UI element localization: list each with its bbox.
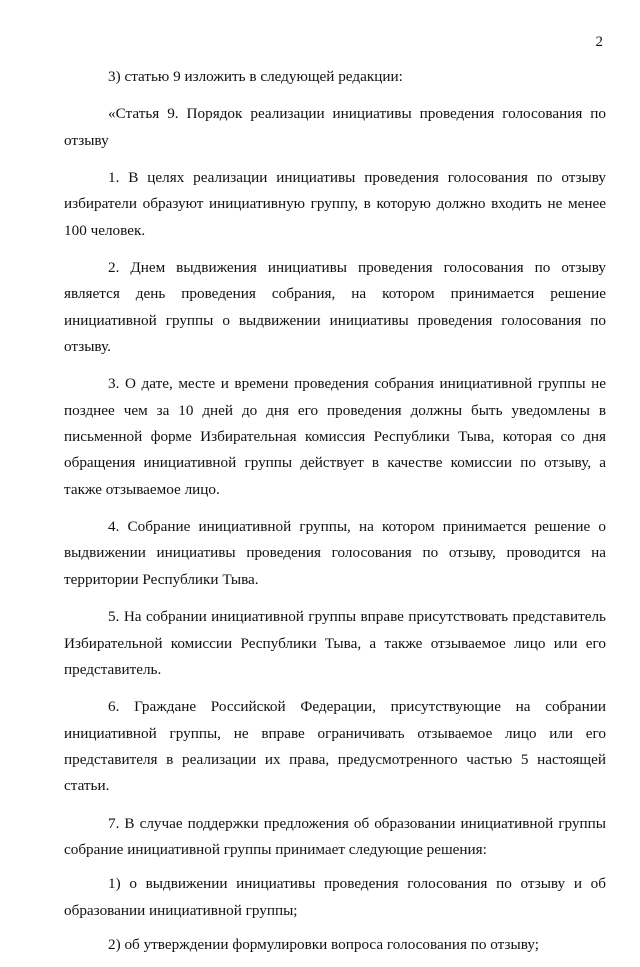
- article-heading: «Статья 9. Порядок реализации инициативы проведения голосования по отзыву: [64, 105, 606, 149]
- paragraph-7: 7. В случае поддержки предложения об образовании инициативной группы собрание инициативной группы принимает следующие решения:: [64, 814, 606, 858]
- amendment-intro: 3) статью 9 изложить в следующей редакции:: [108, 68, 403, 85]
- paragraph-3: 3. О дате, месте и времени проведения собрания инициативной группы не позднее чем за 10 дней до дня его проведения должны быть уведомлены в письменной форме Избирательная комиссия Республики Тыва, которая со дня обращения инициативной группы действует в качестве комиссии по отзыву, а также отзываемое лицо.: [64, 375, 606, 498]
- paragraph-2: 2. Днем выдвижения инициативы проведения голосования по отзыву является день проведения собрания, на котором принимается решение инициативной группы о выдвижении инициативы проведения голосования по отзыву.: [64, 258, 606, 356]
- paragraph-6: 6. Граждане Российской Федерации, присутствующие на собрании инициативной группы, не вправе ограничивать отзываемое лицо или его представителя в реализации их права, предусмотренного частью 5 настоящей статьи.: [64, 698, 606, 795]
- subitem-1: 1) о выдвижении инициативы проведения голосования по отзыву и об образовании инициативной группы;: [64, 875, 606, 919]
- document-body: [64, 64, 606, 967]
- paragraph-5: 5. На собрании инициативной группы вправе присутствовать представитель Избирательной комиссии Республики Тыва, а также отзываемое лицо или его представитель.: [64, 608, 606, 678]
- subitem-2: 2) об утверждении формулировки вопроса голосования по отзыву;: [108, 936, 539, 954]
- page-number: 2: [595, 34, 603, 50]
- paragraph-1: 1. В целях реализации инициативы проведения голосования по отзыву избиратели образуют инициативную группу, в которую должно входить не менее 100 человек.: [64, 168, 606, 239]
- paragraph-4: 4. Собрание инициативной группы, на котором принимается решение о выдвижении инициативы проведения голосования по отзыву, проводится на территории Республики Тыва.: [64, 518, 606, 588]
